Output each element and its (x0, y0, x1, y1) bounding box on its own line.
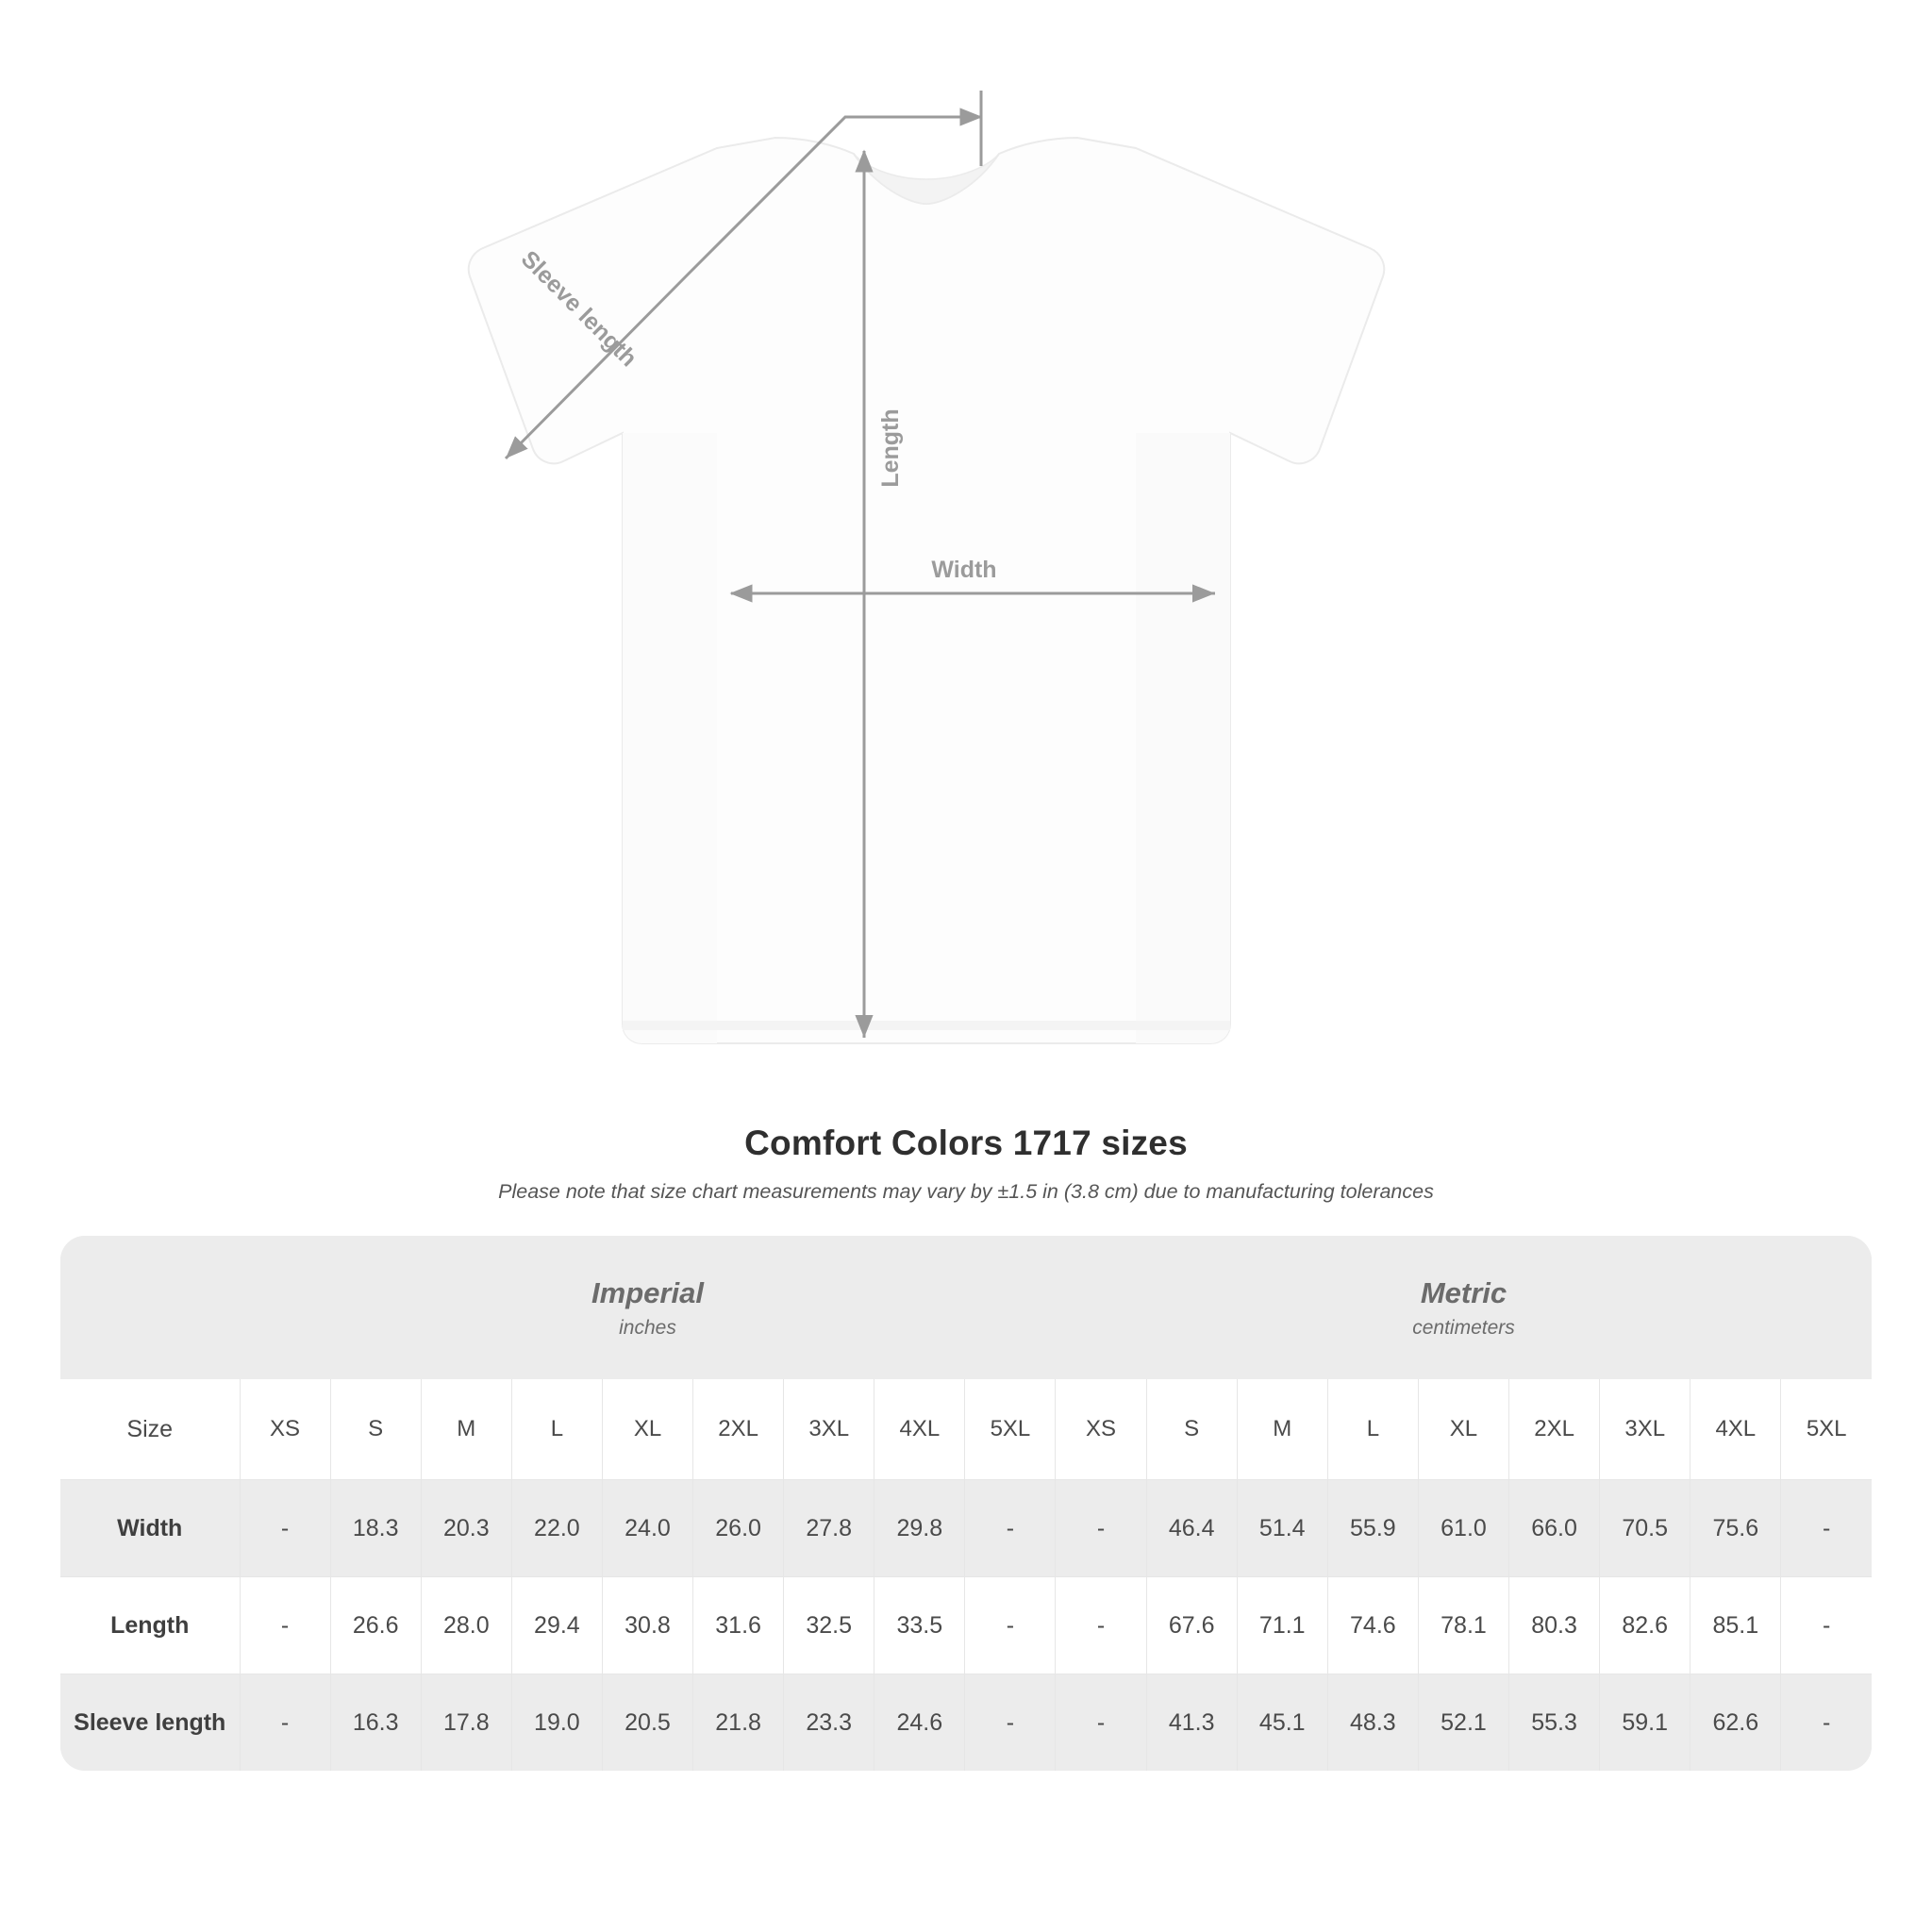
length-imperial-xs: - (240, 1577, 330, 1674)
sleeve-metric-5xl: - (1781, 1674, 1872, 1772)
width-metric-l: 55.9 (1327, 1480, 1418, 1577)
width-imperial-5xl: - (965, 1480, 1056, 1577)
length-imperial-5xl: - (965, 1577, 1056, 1674)
width-metric-4xl: 75.6 (1690, 1480, 1781, 1577)
sleeve-imperial-xl: 20.5 (602, 1674, 692, 1772)
width-imperial-l: 22.0 (511, 1480, 602, 1577)
length-metric-s: 67.6 (1146, 1577, 1237, 1674)
sleeve-imperial-m: 17.8 (421, 1674, 511, 1772)
width-metric-5xl: - (1781, 1480, 1872, 1577)
sleeve-metric-l: 48.3 (1327, 1674, 1418, 1772)
sleeve-metric-xl: 52.1 (1418, 1674, 1508, 1772)
sleeve-metric-xs: - (1056, 1674, 1146, 1772)
table-row-sleeve-length (60, 1674, 1872, 1772)
width-imperial-xs: - (240, 1480, 330, 1577)
length-metric-m: 71.1 (1237, 1577, 1327, 1674)
header-imperial-m: M (421, 1379, 511, 1480)
header-imperial-l: L (511, 1379, 602, 1480)
unit-metric-title: Metric (1420, 1275, 1507, 1309)
header-imperial-s: S (330, 1379, 421, 1480)
length-imperial-l: 29.4 (511, 1577, 602, 1674)
unit-imperial (240, 1236, 1056, 1379)
unit-imperial-title: Imperial (591, 1275, 704, 1309)
sleeve-metric-2xl: 55.3 (1509, 1674, 1600, 1772)
header-metric-xl: XL (1418, 1379, 1508, 1480)
sleeve-imperial-2xl: 21.8 (693, 1674, 784, 1772)
header-metric-5xl: 5XL (1781, 1379, 1872, 1480)
sleeve-metric-4xl: 62.6 (1690, 1674, 1781, 1772)
width-imperial-xl: 24.0 (602, 1480, 692, 1577)
sleeve-metric-s: 41.3 (1146, 1674, 1237, 1772)
title-block (0, 1124, 1932, 1204)
length-imperial-m: 28.0 (421, 1577, 511, 1674)
width-metric-xl: 61.0 (1418, 1480, 1508, 1577)
unit-imperial-sub: inches (619, 1317, 676, 1340)
length-metric-xl: 78.1 (1418, 1577, 1508, 1674)
length-metric-5xl: - (1781, 1577, 1872, 1674)
table-row-width (60, 1480, 1872, 1577)
header-metric-s: S (1146, 1379, 1237, 1480)
header-imperial-5xl: 5XL (965, 1379, 1056, 1480)
length-label: Length (877, 408, 904, 488)
width-metric-s: 46.4 (1146, 1480, 1237, 1577)
length-imperial-2xl: 31.6 (693, 1577, 784, 1674)
width-metric-3xl: 70.5 (1600, 1480, 1690, 1577)
header-imperial-4xl: 4XL (874, 1379, 965, 1480)
width-imperial-4xl: 29.8 (874, 1480, 965, 1577)
sleeve-imperial-l: 19.0 (511, 1674, 602, 1772)
width-metric-m: 51.4 (1237, 1480, 1327, 1577)
width-imperial-s: 18.3 (330, 1480, 421, 1577)
length-metric-4xl: 85.1 (1690, 1577, 1781, 1674)
unit-header-row (60, 1236, 1872, 1379)
chart-title: Comfort Colors 1717 sizes (744, 1124, 1188, 1162)
length-imperial-3xl: 32.5 (784, 1577, 874, 1674)
header-metric-m: M (1237, 1379, 1327, 1480)
width-label: Width (931, 557, 997, 583)
unit-metric-sub: centimeters (1412, 1317, 1515, 1340)
length-metric-2xl: 80.3 (1509, 1577, 1600, 1674)
row-label-width: Width (60, 1480, 240, 1577)
header-metric-3xl: 3XL (1600, 1379, 1690, 1480)
width-imperial-2xl: 26.0 (693, 1480, 784, 1577)
length-imperial-4xl: 33.5 (874, 1577, 965, 1674)
width-metric-xs: - (1056, 1480, 1146, 1577)
unit-header-spacer (60, 1236, 240, 1379)
width-imperial-m: 20.3 (421, 1480, 511, 1577)
header-metric-4xl: 4XL (1690, 1379, 1781, 1480)
sleeve-length-label: Sleeve length (515, 245, 642, 373)
header-imperial-xl: XL (602, 1379, 692, 1480)
width-metric-2xl: 66.0 (1509, 1480, 1600, 1577)
length-metric-l: 74.6 (1327, 1577, 1418, 1674)
length-imperial-xl: 30.8 (602, 1577, 692, 1674)
row-label-length: Length (60, 1577, 240, 1674)
row-label-sleeve-length: Sleeve length (60, 1674, 240, 1772)
header-metric-l: L (1327, 1379, 1418, 1480)
chart-note: Please note that size chart measurements may vary by ±1.5 in (3.8 cm) due to manufacturing tolerances (498, 1180, 1434, 1203)
width-imperial-3xl: 27.8 (784, 1480, 874, 1577)
table-row-length (60, 1577, 1872, 1674)
sleeve-imperial-5xl: - (965, 1674, 1056, 1772)
size-table-wrapper (60, 1236, 1872, 1771)
header-imperial-xs: XS (240, 1379, 330, 1480)
size-table (60, 1236, 1872, 1771)
sleeve-imperial-3xl: 23.3 (784, 1674, 874, 1772)
size-header-row (60, 1379, 1872, 1480)
sleeve-imperial-4xl: 24.6 (874, 1674, 965, 1772)
header-metric-xs: XS (1056, 1379, 1146, 1480)
header-imperial-3xl: 3XL (784, 1379, 874, 1480)
length-metric-3xl: 82.6 (1600, 1577, 1690, 1674)
sleeve-imperial-s: 16.3 (330, 1674, 421, 1772)
unit-metric (1056, 1236, 1872, 1379)
tshirt-shape (469, 138, 1384, 1043)
sleeve-imperial-xs: - (240, 1674, 330, 1772)
header-metric-2xl: 2XL (1509, 1379, 1600, 1480)
header-size-label: Size (60, 1379, 240, 1480)
length-imperial-s: 26.6 (330, 1577, 421, 1674)
sleeve-metric-3xl: 59.1 (1600, 1674, 1690, 1772)
header-imperial-2xl: 2XL (693, 1379, 784, 1480)
sleeve-metric-m: 45.1 (1237, 1674, 1327, 1772)
length-metric-xs: - (1056, 1577, 1146, 1674)
